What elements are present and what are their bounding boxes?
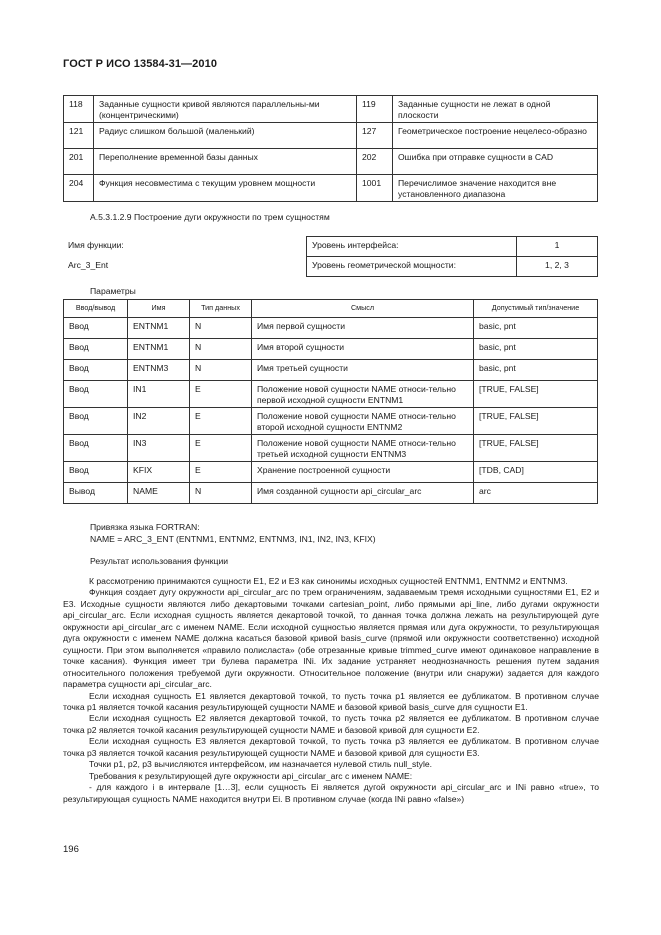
param-meaning: Положение новой сущности NAME относи-тельно второй исходной сущности ENTNM2 xyxy=(252,408,474,435)
document-header: ГОСТ Р ИСО 13584-31—2010 xyxy=(63,58,218,70)
paragraph-5: Если исходная сущность E3 является декартовой точкой, то пусть точка p3 является ее дубликатом. В противном случае точка p3 является точкой касания результирующей сущности NAME и базовой кривой для сущности E3. xyxy=(63,736,599,758)
params-title: Параметры xyxy=(90,286,136,296)
param-meaning: Имя второй сущности xyxy=(252,339,474,360)
param-name: ENTNM3 xyxy=(128,360,190,381)
param-meaning: Хранение построенной сущности xyxy=(252,462,474,483)
param-io: Ввод xyxy=(64,408,128,435)
error-code: 121 xyxy=(64,123,94,149)
params-header-cell: Ввод/вывод xyxy=(64,300,128,318)
error-row xyxy=(64,96,598,123)
error-code: 201 xyxy=(64,149,94,175)
error-code: 202 xyxy=(357,149,393,175)
param-name: NAME xyxy=(128,483,190,504)
page-number: 196 xyxy=(63,844,79,855)
param-type: E xyxy=(190,435,252,462)
error-text: Геометрическое построение нецелесо-образно xyxy=(393,123,598,149)
paragraph-4: Если исходная сущность E2 является декартовой точкой, то пусть точка p2 является ее дубликатом. В противном случае точка p2 является точкой касания результирующей сущности NAME и базовой кривой для сущности E2. xyxy=(63,713,599,735)
param-io: Ввод xyxy=(64,360,128,381)
param-meaning: Положение новой сущности NAME относи-тельно третьей исходной сущности ENTNM3 xyxy=(252,435,474,462)
param-io: Ввод xyxy=(64,318,128,339)
function-name-value: Arc_3_Ent xyxy=(68,260,109,270)
param-row xyxy=(64,360,598,381)
fortran-code: NAME = ARC_3_ENT (ENTNM1, ENTNM2, ENTNM3, IN1, IN2, IN3, KFIX) xyxy=(90,534,376,544)
param-allowed: basic, pnt xyxy=(474,318,598,339)
param-io: Ввод xyxy=(64,435,128,462)
param-meaning: Имя третьей сущности xyxy=(252,360,474,381)
param-row xyxy=(64,339,598,360)
function-name-label: Имя функции: xyxy=(68,240,124,250)
error-code: 119 xyxy=(357,96,393,123)
param-allowed: basic, pnt xyxy=(474,339,598,360)
paragraph-1: К рассмотрению принимаются сущности E1, E2 и E3 как синонимы исходных сущностей ENTNM1, ENTNM2 и ENTNM3. xyxy=(89,576,568,586)
params-header-row xyxy=(64,300,598,318)
error-text: Функция несовместима с текущим уровнем мощности xyxy=(94,175,357,202)
params-header-cell: Тип данных xyxy=(190,300,252,318)
param-name: IN3 xyxy=(128,435,190,462)
param-row xyxy=(64,318,598,339)
param-meaning: Положение новой сущности NAME относи-тельно первой исходной сущности ENTNM1 xyxy=(252,381,474,408)
error-text: Заданные сущности не лежат в одной плоскости xyxy=(393,96,598,123)
paragraph-3: Если исходная сущность E1 является декартовой точкой, то пусть точка p1 является ее дубликатом. В противном случае точка p1 является точкой касания результирующей сущности NAME и базовой кривой basis_curve для сущности E1. xyxy=(63,690,599,712)
error-code: 127 xyxy=(357,123,393,149)
param-row xyxy=(64,435,598,462)
error-text: Переполнение временной базы данных xyxy=(94,149,357,175)
levels-table xyxy=(306,236,598,277)
param-allowed: [TRUE, FALSE] xyxy=(474,435,598,462)
error-code: 118 xyxy=(64,96,94,123)
param-allowed: [TRUE, FALSE] xyxy=(474,408,598,435)
param-type: N xyxy=(190,360,252,381)
param-name: ENTNM1 xyxy=(128,339,190,360)
error-row xyxy=(64,123,598,149)
fortran-title: Привязка языка FORTRAN: xyxy=(90,522,200,532)
param-allowed: basic, pnt xyxy=(474,360,598,381)
param-allowed: [TRUE, FALSE] xyxy=(474,381,598,408)
param-type: N xyxy=(190,318,252,339)
error-code: 1001 xyxy=(357,175,393,202)
error-codes-table xyxy=(63,95,598,202)
error-code: 204 xyxy=(64,175,94,202)
param-type: E xyxy=(190,462,252,483)
interface-level-label: Уровень интерфейса: xyxy=(307,237,517,257)
param-type: N xyxy=(190,483,252,504)
param-io: Ввод xyxy=(64,462,128,483)
param-io: Ввод xyxy=(64,339,128,360)
section-title: А.5.3.1.2.9 Построение дуги окружности по трем сущностям xyxy=(90,212,330,222)
param-name: IN2 xyxy=(128,408,190,435)
param-io: Ввод xyxy=(64,381,128,408)
paragraph-8: - для каждого i в интервале [1…3], если сущность Ei является дугой окружности api_circular_arc и INi равно «true», то результирующая сущность NAME находится внутри Ei. В противном случае (когда INi равно «false») xyxy=(63,782,599,804)
power-level-row xyxy=(307,257,598,277)
param-name: KFIX xyxy=(128,462,190,483)
error-row xyxy=(64,149,598,175)
param-meaning: Имя созданной сущности api_circular_arc xyxy=(252,483,474,504)
paragraph-7: Требования к результирующей дуге окружности api_circular_arc с именем NAME: xyxy=(89,770,413,781)
paragraph-6: Точки p1, p2, p3 вычисляются интерфейсом, им назначается нулевой стиль null_style. xyxy=(89,759,433,770)
error-text: Заданные сущности кривой являются параллельны-ми (концентрическими) xyxy=(94,96,357,123)
param-meaning: Имя первой сущности xyxy=(252,318,474,339)
error-row xyxy=(64,175,598,202)
param-allowed: [TDB, CAD] xyxy=(474,462,598,483)
param-allowed: arc xyxy=(474,483,598,504)
power-level-value: 1, 2, 3 xyxy=(517,257,598,277)
params-header-cell: Допустимый тип/значение xyxy=(474,300,598,318)
error-text: Ошибка при отправке сущности в CAD xyxy=(393,149,598,175)
params-header-cell: Имя xyxy=(128,300,190,318)
param-type: N xyxy=(190,339,252,360)
power-level-label: Уровень геометрической мощности: xyxy=(307,257,517,277)
param-row xyxy=(64,408,598,435)
param-type: E xyxy=(190,381,252,408)
interface-level-value: 1 xyxy=(517,237,598,257)
param-name: IN1 xyxy=(128,381,190,408)
parameters-table xyxy=(63,299,598,504)
param-type: E xyxy=(190,408,252,435)
error-text: Перечислимое значение находится вне установленного диапазона xyxy=(393,175,598,202)
interface-level-row xyxy=(307,237,598,257)
result-title: Результат использования функции xyxy=(90,556,229,566)
param-name: ENTNM1 xyxy=(128,318,190,339)
param-row xyxy=(64,483,598,504)
error-text: Радиус слишком большой (маленький) xyxy=(94,123,357,149)
param-row xyxy=(64,381,598,408)
params-header-cell: Смысл xyxy=(252,300,474,318)
body-text xyxy=(63,576,599,805)
paragraph-2: Функция создает дугу окружности api_circular_arc по трем ограничениям, задаваемым тремя исходными сущностями E1, E2 и E3. Исходные сущности являются либо декартовыми точками cartesian_point, либо прямыми api_line, либо дугами окружности api_circular_arc. Если исходная сущность является декартовой точкой, то данная точка должна лежать на результирующей дуге окружности api_circular_arc с именем NAME. Если исходной сущностью является прямая или дуга окружности, то результирующая дуга окружности с именем NAME должна касаться базовой кривой basis_curve (прямой или окружности соответственно) исходной сущности. При этом выполняется «правило полисласта» (обе отрезанные кривые trimmed_curve имеют одинаковое направление в точке касания). Функция имеет три булева параметра INi. Их задание устраняет неоднозначность решения путем задания относительного положения требуемой дуги окружности. Относительное положение (внутри или снаружи) задается для каждого параметра сущности api_circular_arc. xyxy=(63,587,599,690)
param-io: Вывод xyxy=(64,483,128,504)
param-row xyxy=(64,462,598,483)
